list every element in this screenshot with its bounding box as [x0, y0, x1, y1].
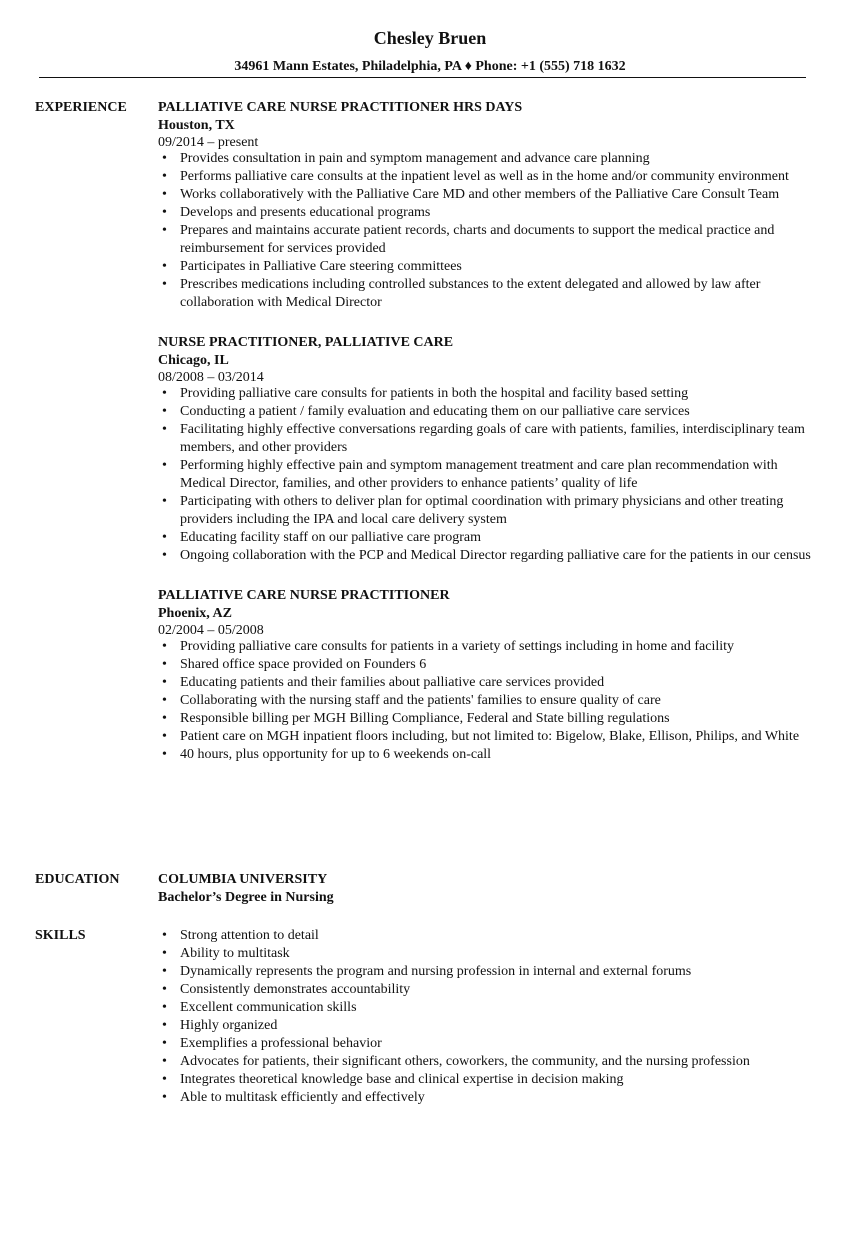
job-title: PALLIATIVE CARE NURSE PRACTITIONER HRS DAYS: [158, 100, 523, 115]
bullet-icon: •: [162, 1000, 167, 1015]
bullet-text: Ongoing collaboration with the PCP and Medical Director regarding palliative care for the patients in our census: [180, 548, 811, 563]
degree-name: Bachelor’s Degree in Nursing: [158, 890, 334, 905]
list-item: [158, 999, 815, 1017]
contact-line: 34961 Mann Estates, Philadelphia, PA ♦ Phone: +1 (555) 718 1632: [234, 59, 626, 74]
skill-text: Able to multitask efficiently and effectively: [180, 1090, 425, 1105]
list-item: [158, 963, 815, 981]
list-item: [158, 728, 815, 746]
list-item: [158, 276, 815, 312]
list-item: [158, 1017, 815, 1035]
bullet-text: Providing palliative care consults for patients in a variety of settings including in home and facility: [180, 639, 735, 654]
bullet-text: Educating facility staff on our palliative care program: [180, 530, 482, 545]
job-entry: [158, 587, 815, 764]
bullet-icon: •: [162, 205, 167, 220]
resume-header: [0, 0, 860, 76]
bullet-text: Responsible billing per MGH Billing Compliance, Federal and State billing regulations: [180, 711, 670, 726]
bullet-icon: •: [162, 386, 167, 401]
bullet-icon: •: [162, 729, 167, 744]
header-divider: [39, 77, 806, 78]
bullet-text: Prescribes medications including controlled substances to the extent delegated and allowed by law after collaboration with Medical Director: [180, 277, 761, 310]
bullet-text: Develops and presents educational programs: [180, 205, 431, 220]
bullet-icon: •: [162, 928, 167, 943]
list-item: [158, 222, 815, 258]
section-label-experience: EXPERIENCE: [35, 100, 127, 115]
experience-section: [35, 99, 815, 764]
bullet-text: Performing highly effective pain and symptom management treatment and care plan recommendation with Medical Director, families, and other providers to enhance patients’ quality of life: [180, 458, 778, 491]
job-title: NURSE PRACTITIONER, PALLIATIVE CARE: [158, 335, 454, 350]
skill-text: Ability to multitask: [180, 946, 290, 961]
list-item: [158, 457, 815, 493]
candidate-name: Chesley Bruen: [373, 28, 487, 48]
bullet-icon: •: [162, 1036, 167, 1051]
job-title: PALLIATIVE CARE NURSE PRACTITIONER: [158, 588, 450, 603]
list-item: [158, 674, 815, 692]
bullet-text: Participates in Palliative Care steering committees: [180, 259, 462, 274]
bullet-text: Provides consultation in pain and symptom management and advance care planning: [180, 151, 650, 166]
bullet-icon: •: [162, 1054, 167, 1069]
skill-text: Dynamically represents the program and nursing profession in internal and external forums: [180, 964, 692, 979]
list-item: [158, 403, 815, 421]
list-item: [158, 385, 815, 403]
section-label-skills: SKILLS: [35, 928, 86, 943]
list-item: [158, 150, 815, 168]
list-item: [158, 186, 815, 204]
skills-list: [158, 927, 815, 1107]
bullet-icon: •: [162, 1090, 167, 1105]
bullet-icon: •: [162, 711, 167, 726]
bullet-icon: •: [162, 494, 167, 509]
job-dates: 08/2008 – 03/2014: [158, 370, 264, 385]
skills-body: [158, 927, 815, 1107]
job-entry: [158, 334, 815, 565]
job-bullet-list: [158, 385, 815, 565]
section-label-education: EDUCATION: [35, 872, 120, 887]
skill-text: Exemplifies a professional behavior: [180, 1036, 382, 1051]
skill-text: Consistently demonstrates accountability: [180, 982, 411, 997]
bullet-text: Performs palliative care consults at the inpatient level as well as in the home and/or community environment: [180, 169, 789, 184]
bullet-icon: •: [162, 530, 167, 545]
bullet-icon: •: [162, 277, 167, 292]
bullet-icon: •: [162, 548, 167, 563]
list-item: [158, 1089, 815, 1107]
bullet-text: Prepares and maintains accurate patient records, charts and documents to support the medical practice and reimbursement for services provided: [180, 223, 775, 256]
bullet-text: 40 hours, plus opportunity for up to 6 weekends on-call: [180, 747, 492, 762]
bullet-icon: •: [162, 458, 167, 473]
job-dates: 09/2014 – present: [158, 135, 259, 150]
skill-text: Integrates theoretical knowledge base and clinical expertise in decision making: [180, 1072, 624, 1087]
skill-text: Highly organized: [180, 1018, 278, 1033]
bullet-icon: •: [162, 657, 167, 672]
bullet-icon: •: [162, 1072, 167, 1087]
list-item: [158, 547, 815, 565]
job-bullet-list: [158, 638, 815, 764]
education-section: [35, 871, 815, 907]
job-dates: 02/2004 – 05/2008: [158, 623, 264, 638]
bullet-icon: •: [162, 639, 167, 654]
bullet-icon: •: [162, 169, 167, 184]
list-item: [158, 493, 815, 529]
list-item: [158, 204, 815, 222]
bullet-text: Conducting a patient / family evaluation and educating them on our palliative care services: [180, 404, 690, 419]
list-item: [158, 638, 815, 656]
bullet-icon: •: [162, 675, 167, 690]
bullet-icon: •: [162, 151, 167, 166]
list-item: [158, 981, 815, 999]
job-location: Houston, TX: [158, 118, 235, 133]
list-item: [158, 1053, 815, 1071]
list-item: [158, 258, 815, 276]
bullet-icon: •: [162, 747, 167, 762]
list-item: [158, 945, 815, 963]
bullet-text: Works collaboratively with the Palliative Care MD and other members of the Palliative Care Consult Team: [180, 187, 780, 202]
list-item: [158, 927, 815, 945]
bullet-text: Providing palliative care consults for patients in both the hospital and facility based setting: [180, 386, 689, 401]
bullet-icon: •: [162, 1018, 167, 1033]
list-item: [158, 710, 815, 728]
bullet-text: Educating patients and their families about palliative care services provided: [180, 675, 605, 690]
bullet-icon: •: [162, 187, 167, 202]
skill-text: Excellent communication skills: [180, 1000, 357, 1015]
list-item: [158, 168, 815, 186]
list-item: [158, 529, 815, 547]
job-entry: [158, 99, 815, 312]
bullet-text: Patient care on MGH inpatient floors including, but not limited to: Bigelow, Blake, Ellison, Philips, and White: [180, 729, 800, 744]
bullet-icon: •: [162, 964, 167, 979]
list-item: [158, 656, 815, 674]
bullet-icon: •: [162, 259, 167, 274]
list-item: [158, 1071, 815, 1089]
list-item: [158, 746, 815, 764]
bullet-text: Collaborating with the nursing staff and the patients' families to ensure quality of care: [180, 693, 661, 708]
skill-text: Strong attention to detail: [180, 928, 319, 943]
bullet-icon: •: [162, 946, 167, 961]
bullet-icon: •: [162, 223, 167, 238]
list-item: [158, 421, 815, 457]
job-bullet-list: [158, 150, 815, 312]
bullet-text: Participating with others to deliver plan for optimal coordination with primary physicians and other treating providers including the IPA and local care delivery system: [180, 494, 784, 527]
bullet-icon: •: [162, 404, 167, 419]
education-body: [158, 871, 815, 907]
bullet-text: Facilitating highly effective conversations regarding goals of care with patients, families, interdisciplinary team members, and other providers: [180, 422, 805, 455]
list-item: [158, 1035, 815, 1053]
bullet-icon: •: [162, 422, 167, 437]
bullet-text: Shared office space provided on Founders 6: [180, 657, 427, 672]
skills-section: [35, 927, 815, 1107]
job-location: Phoenix, AZ: [158, 606, 232, 621]
school-name: COLUMBIA UNIVERSITY: [158, 872, 328, 887]
skill-text: Advocates for patients, their significant others, coworkers, the community, and the nursing profession: [180, 1054, 750, 1069]
bullet-icon: •: [162, 693, 167, 708]
experience-body: [158, 99, 815, 764]
bullet-icon: •: [162, 982, 167, 997]
list-item: [158, 692, 815, 710]
job-location: Chicago, IL: [158, 353, 229, 368]
